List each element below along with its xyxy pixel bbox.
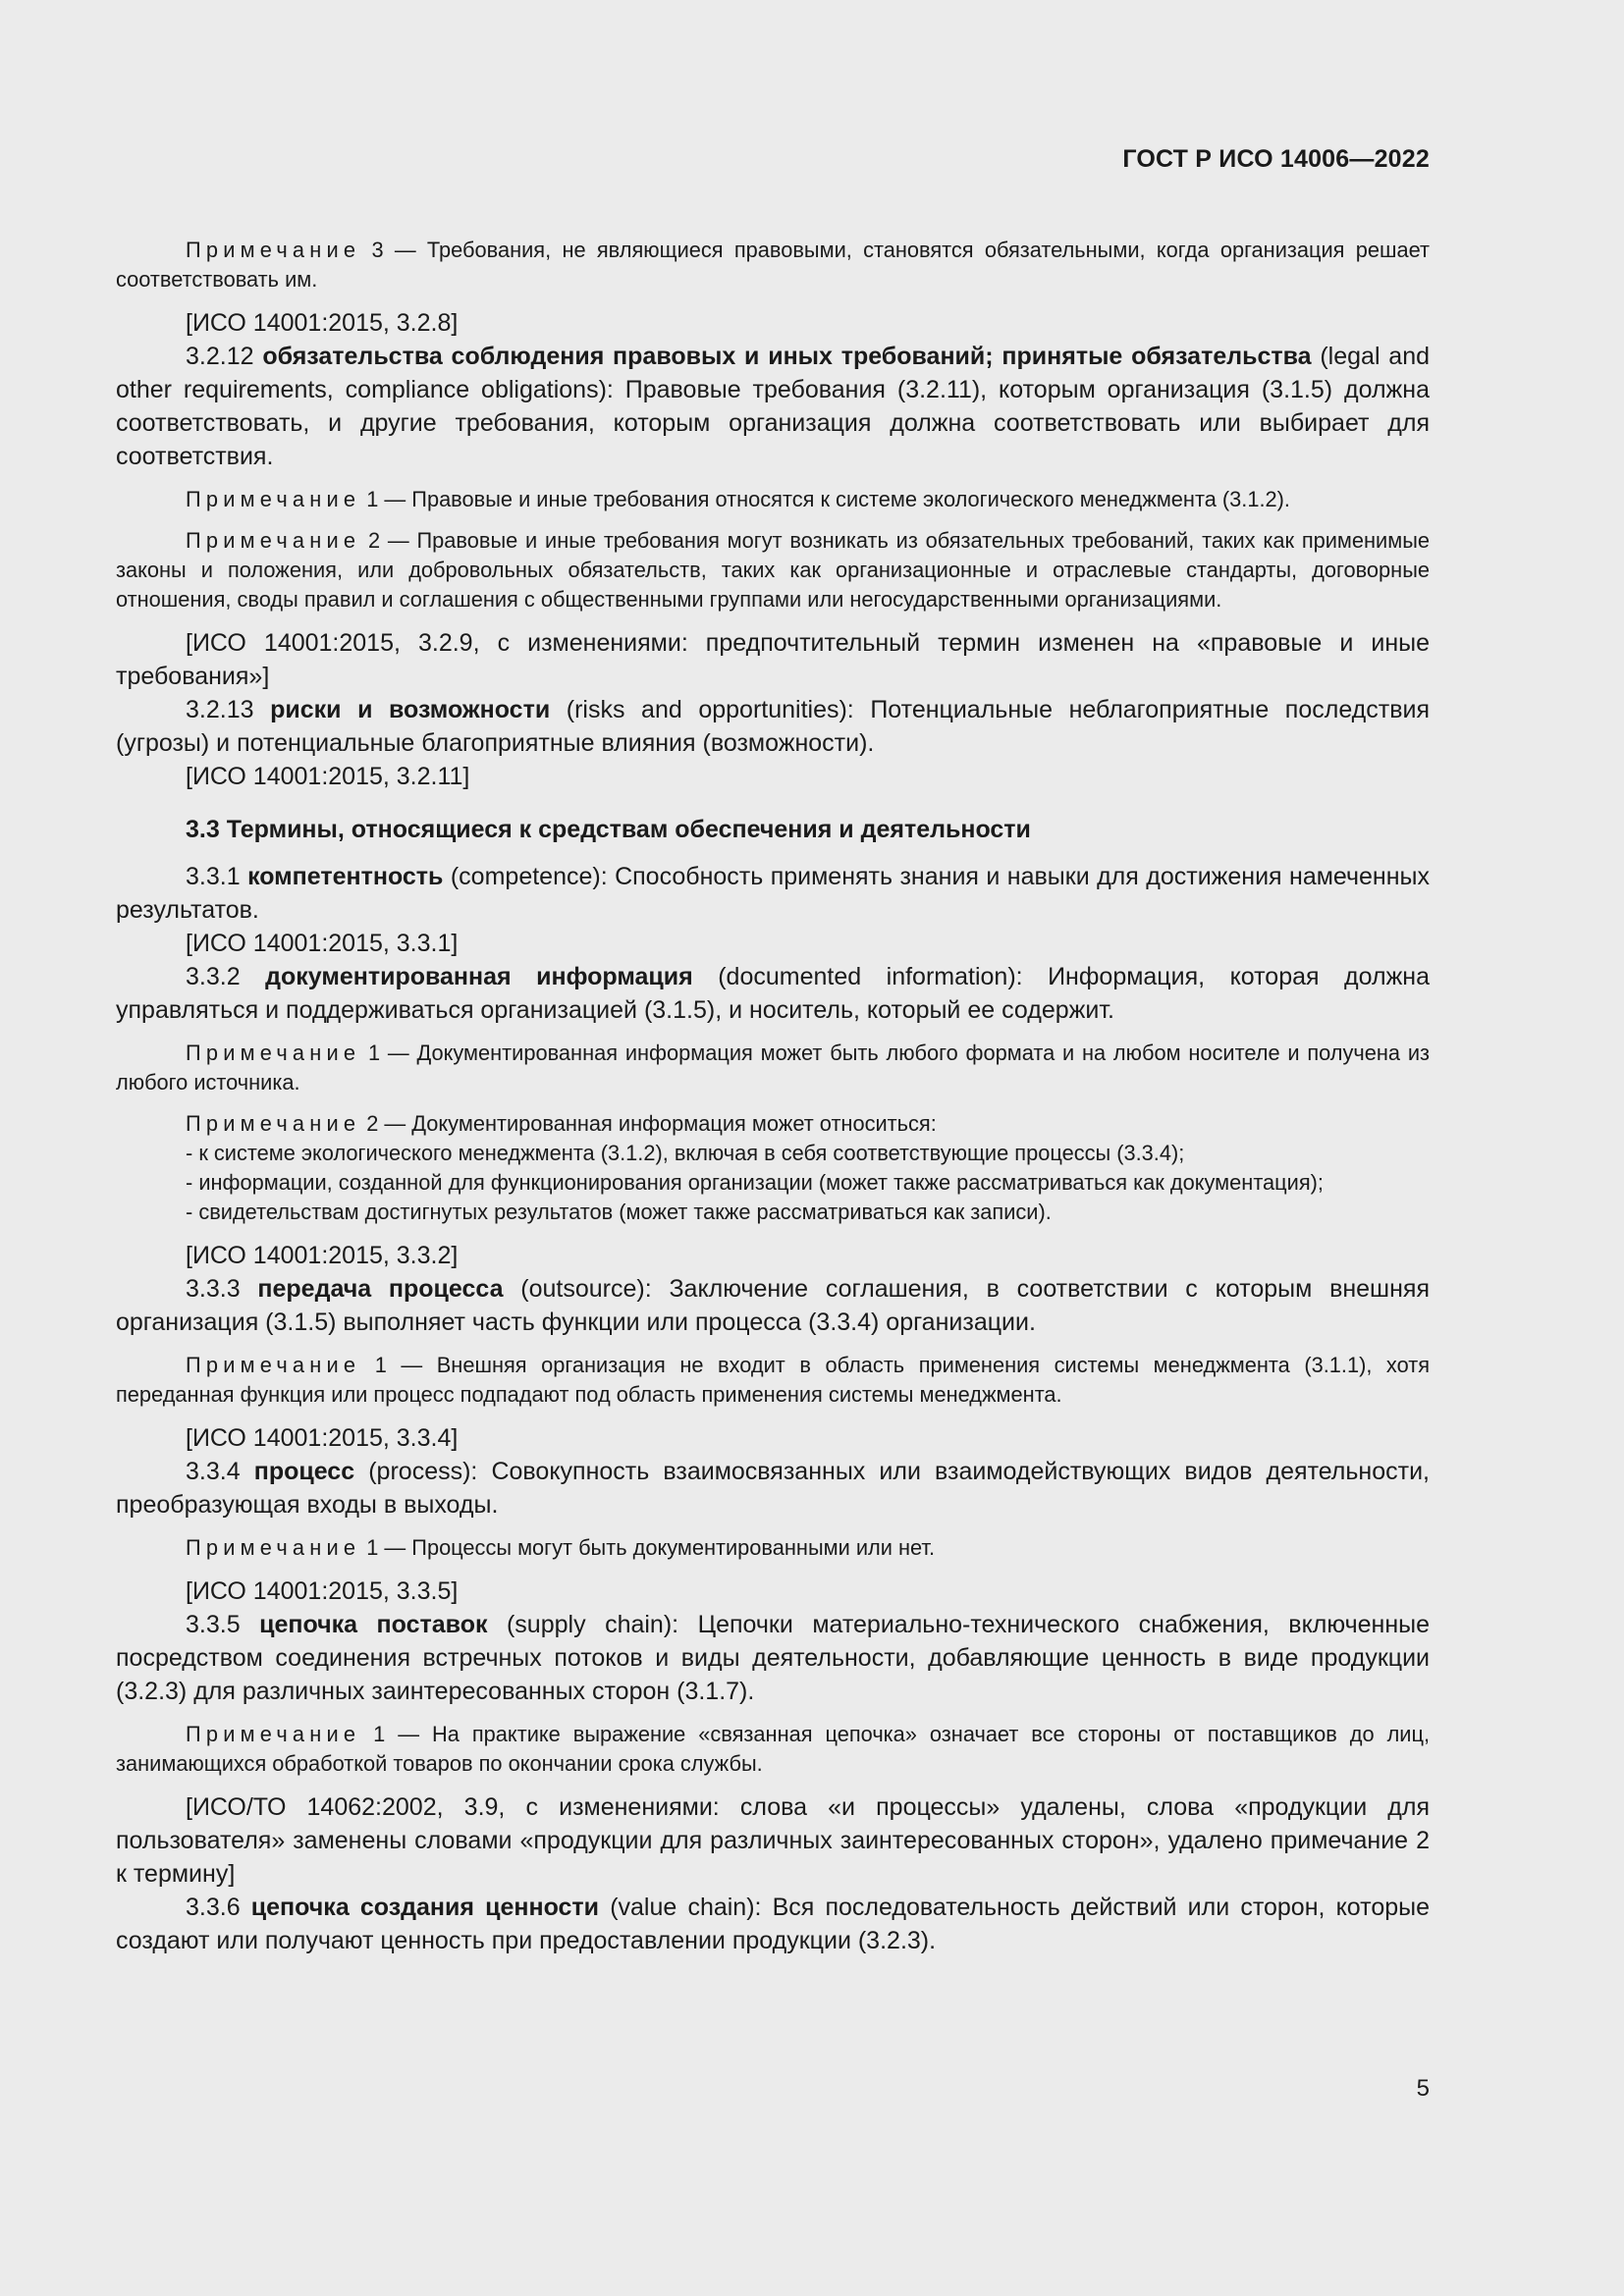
source-reference: [ИСО 14001:2015, 3.2.11] [186, 763, 470, 790]
note-text: — Документированная информация может относиться: [384, 1111, 937, 1136]
note-label: Примечание [186, 1041, 361, 1065]
section-heading [116, 813, 1430, 846]
term-name: обязательства соблюдения правовых и иных требований; принятые обязательства [262, 343, 1312, 370]
note-with-list [116, 1109, 1430, 1227]
term-name: документированная информация [265, 963, 693, 990]
note-paragraph [116, 1039, 1430, 1097]
term-number: 3.3.3 [186, 1275, 241, 1303]
term-entry-3-2-12 [116, 340, 1430, 473]
list-item: - к системе экологического менеджмента (3.1.2), включая в себя соответствующие процессы (3.3.4); [186, 1141, 1185, 1165]
term-number: 3.3.4 [186, 1458, 241, 1485]
term-definition: (supply chain): Цепочки материально-технического снабжения, включенные посредством соединения встречных потоков и виды деятельности, добавляющие ценность в виде продукции (3.2.3) для различных заинтересованных сторон (3.1.7). [116, 1611, 1430, 1705]
note-number: 1 [373, 1722, 386, 1746]
page-number: 5 [1416, 2075, 1430, 2102]
term-entry-3-3-6 [116, 1891, 1430, 1957]
note-paragraph [116, 1720, 1430, 1779]
note-text: — Правовые и иные требования могут возникать из обязательных требований, таких как применимые законы и положения, или добровольных обязательств, таких как организационные и отраслевые стандарты, договорные отношения, своды правил и соглашения с общественными группами или негосударственными организациями. [116, 528, 1431, 612]
document-code-header: ГОСТ Р ИСО 14006—2022 [1122, 145, 1430, 173]
source-reference: [ИСО 14001:2015, 3.2.8] [186, 309, 459, 337]
term-definition: (risks and opportunities): Потенциальные неблагоприятные последствия (угрозы) и потенциальные благоприятные влияния (возможности). [116, 696, 1431, 757]
note-text: — На практике выражение «связанная цепочка» означает все стороны от поставщиков до лиц, занимающихся обработкой товаров по окончании срока службы. [116, 1722, 1430, 1776]
note-number: 2 [366, 1111, 379, 1136]
term-entry-3-2-13 [116, 693, 1430, 760]
term-definition: (legal and other requirements, compliance obligations): Правовые требования (3.2.11), которым организация (3.1.5) должна соответствовать, и другие требования, которым организация должна соответствовать или выбирает для соответствия. [116, 343, 1430, 470]
note-label: Примечание [186, 238, 361, 262]
term-number: 3.3.6 [186, 1894, 241, 1921]
term-name: компетентность [247, 863, 444, 890]
note-number: 1 [366, 1535, 379, 1560]
note-number: 2 [367, 528, 381, 553]
term-definition: (value chain): Вся последовательность действий или сторон, которые создают или получают ценность при предоставлении продукции (3.2.3). [116, 1894, 1431, 1954]
source-reference: [ИСО 14001:2015, 3.3.4] [186, 1424, 459, 1452]
note-number: 1 [374, 1353, 387, 1377]
note-label: Примечание [186, 1535, 361, 1560]
note-text: — Документированная информация может быть любого формата и на любом носителе и получена из любого источника. [116, 1041, 1430, 1095]
term-definition: (competence): Способность применять знания и навыки для достижения намеченных результатов. [116, 863, 1431, 924]
term-entry-3-3-3 [116, 1272, 1430, 1339]
term-definition: (process): Совокупность взаимосвязанных или взаимодействующих видов деятельности, преобразующая входы в выходы. [116, 1458, 1430, 1519]
note-number: 1 [367, 1041, 381, 1065]
source-reference: [ИСО 14001:2015, 3.3.1] [186, 930, 459, 957]
term-entry-3-3-2 [116, 960, 1430, 1027]
note-text: — Правовые и иные требования относятся к системе экологического менеджмента (3.1.2). [384, 487, 1290, 511]
term-name: передача процесса [257, 1275, 504, 1303]
term-number: 3.2.12 [186, 343, 254, 370]
note-paragraph [116, 1109, 1430, 1139]
term-number: 3.2.13 [186, 696, 254, 723]
note-paragraph [116, 1351, 1430, 1410]
term-number: 3.3.2 [186, 963, 241, 990]
note-text: — Требования, не являющиеся правовыми, становятся обязательными, когда организация решает соответствовать им. [116, 238, 1430, 292]
note-label: Примечание [186, 1353, 361, 1377]
term-name: процесс [253, 1458, 355, 1485]
note-paragraph [116, 485, 1430, 514]
term-definition: (outsource): Заключение соглашения, в соответствии с которым внешняя организация (3.1.5) выполняет часть функции или процесса (3.3.4) организации. [116, 1275, 1430, 1336]
note-label: Примечание [186, 1722, 361, 1746]
note-label: Примечание [186, 487, 361, 511]
source-reference: [ИСО 14001:2015, 3.2.9, с изменениями: предпочтительный термин изменен на «правовые и иные требования»] [116, 629, 1430, 690]
source-reference: [ИСО 14001:2015, 3.3.2] [186, 1242, 459, 1269]
note-text: — Процессы могут быть документированными или нет. [384, 1535, 936, 1560]
term-number: 3.3.5 [186, 1611, 241, 1638]
list-item: - свидетельствам достигнутых результатов (может также рассматриваться как записи). [186, 1200, 1052, 1224]
term-number: 3.3.1 [186, 863, 241, 890]
term-name: цепочка поставок [259, 1611, 488, 1638]
document-body [116, 224, 1430, 1957]
source-reference: [ИСО 14001:2015, 3.3.5] [186, 1577, 459, 1605]
note-paragraph [116, 526, 1430, 614]
term-definition: (documented information): Информация, которая должна управляться и поддерживаться организацией (3.1.5), и носитель, который ее содержит. [116, 963, 1431, 1024]
note-label: Примечание [186, 1111, 361, 1136]
term-name: цепочка создания ценности [250, 1894, 600, 1921]
list-item: - информации, созданной для функционирования организации (может также рассматриваться как документация); [186, 1170, 1324, 1195]
note-number: 1 [366, 487, 379, 511]
term-name: риски и возможности [270, 696, 551, 723]
term-entry-3-3-1 [116, 860, 1430, 927]
note-label: Примечание [186, 528, 361, 553]
source-reference: [ИСО/ТО 14062:2002, 3.9, с изменениями: слова «и процессы» удалены, слова «продукции для пользователя» заменены словами «продукции для различных заинтересованных сторон», удалено примечание 2 к термину] [116, 1793, 1430, 1888]
term-entry-3-3-4 [116, 1455, 1430, 1522]
note-text: — Внешняя организация не входит в область применения системы менеджмента (3.1.1), хотя переданная функция или процесс подпадают под область применения системы менеджмента. [116, 1353, 1431, 1407]
term-entry-3-3-5 [116, 1608, 1430, 1708]
note-number: 3 [371, 238, 384, 262]
note-paragraph [116, 1533, 1430, 1563]
note-paragraph [116, 236, 1430, 294]
section-heading-text: 3.3 Термины, относящиеся к средствам обеспечения и деятельности [186, 816, 1031, 843]
